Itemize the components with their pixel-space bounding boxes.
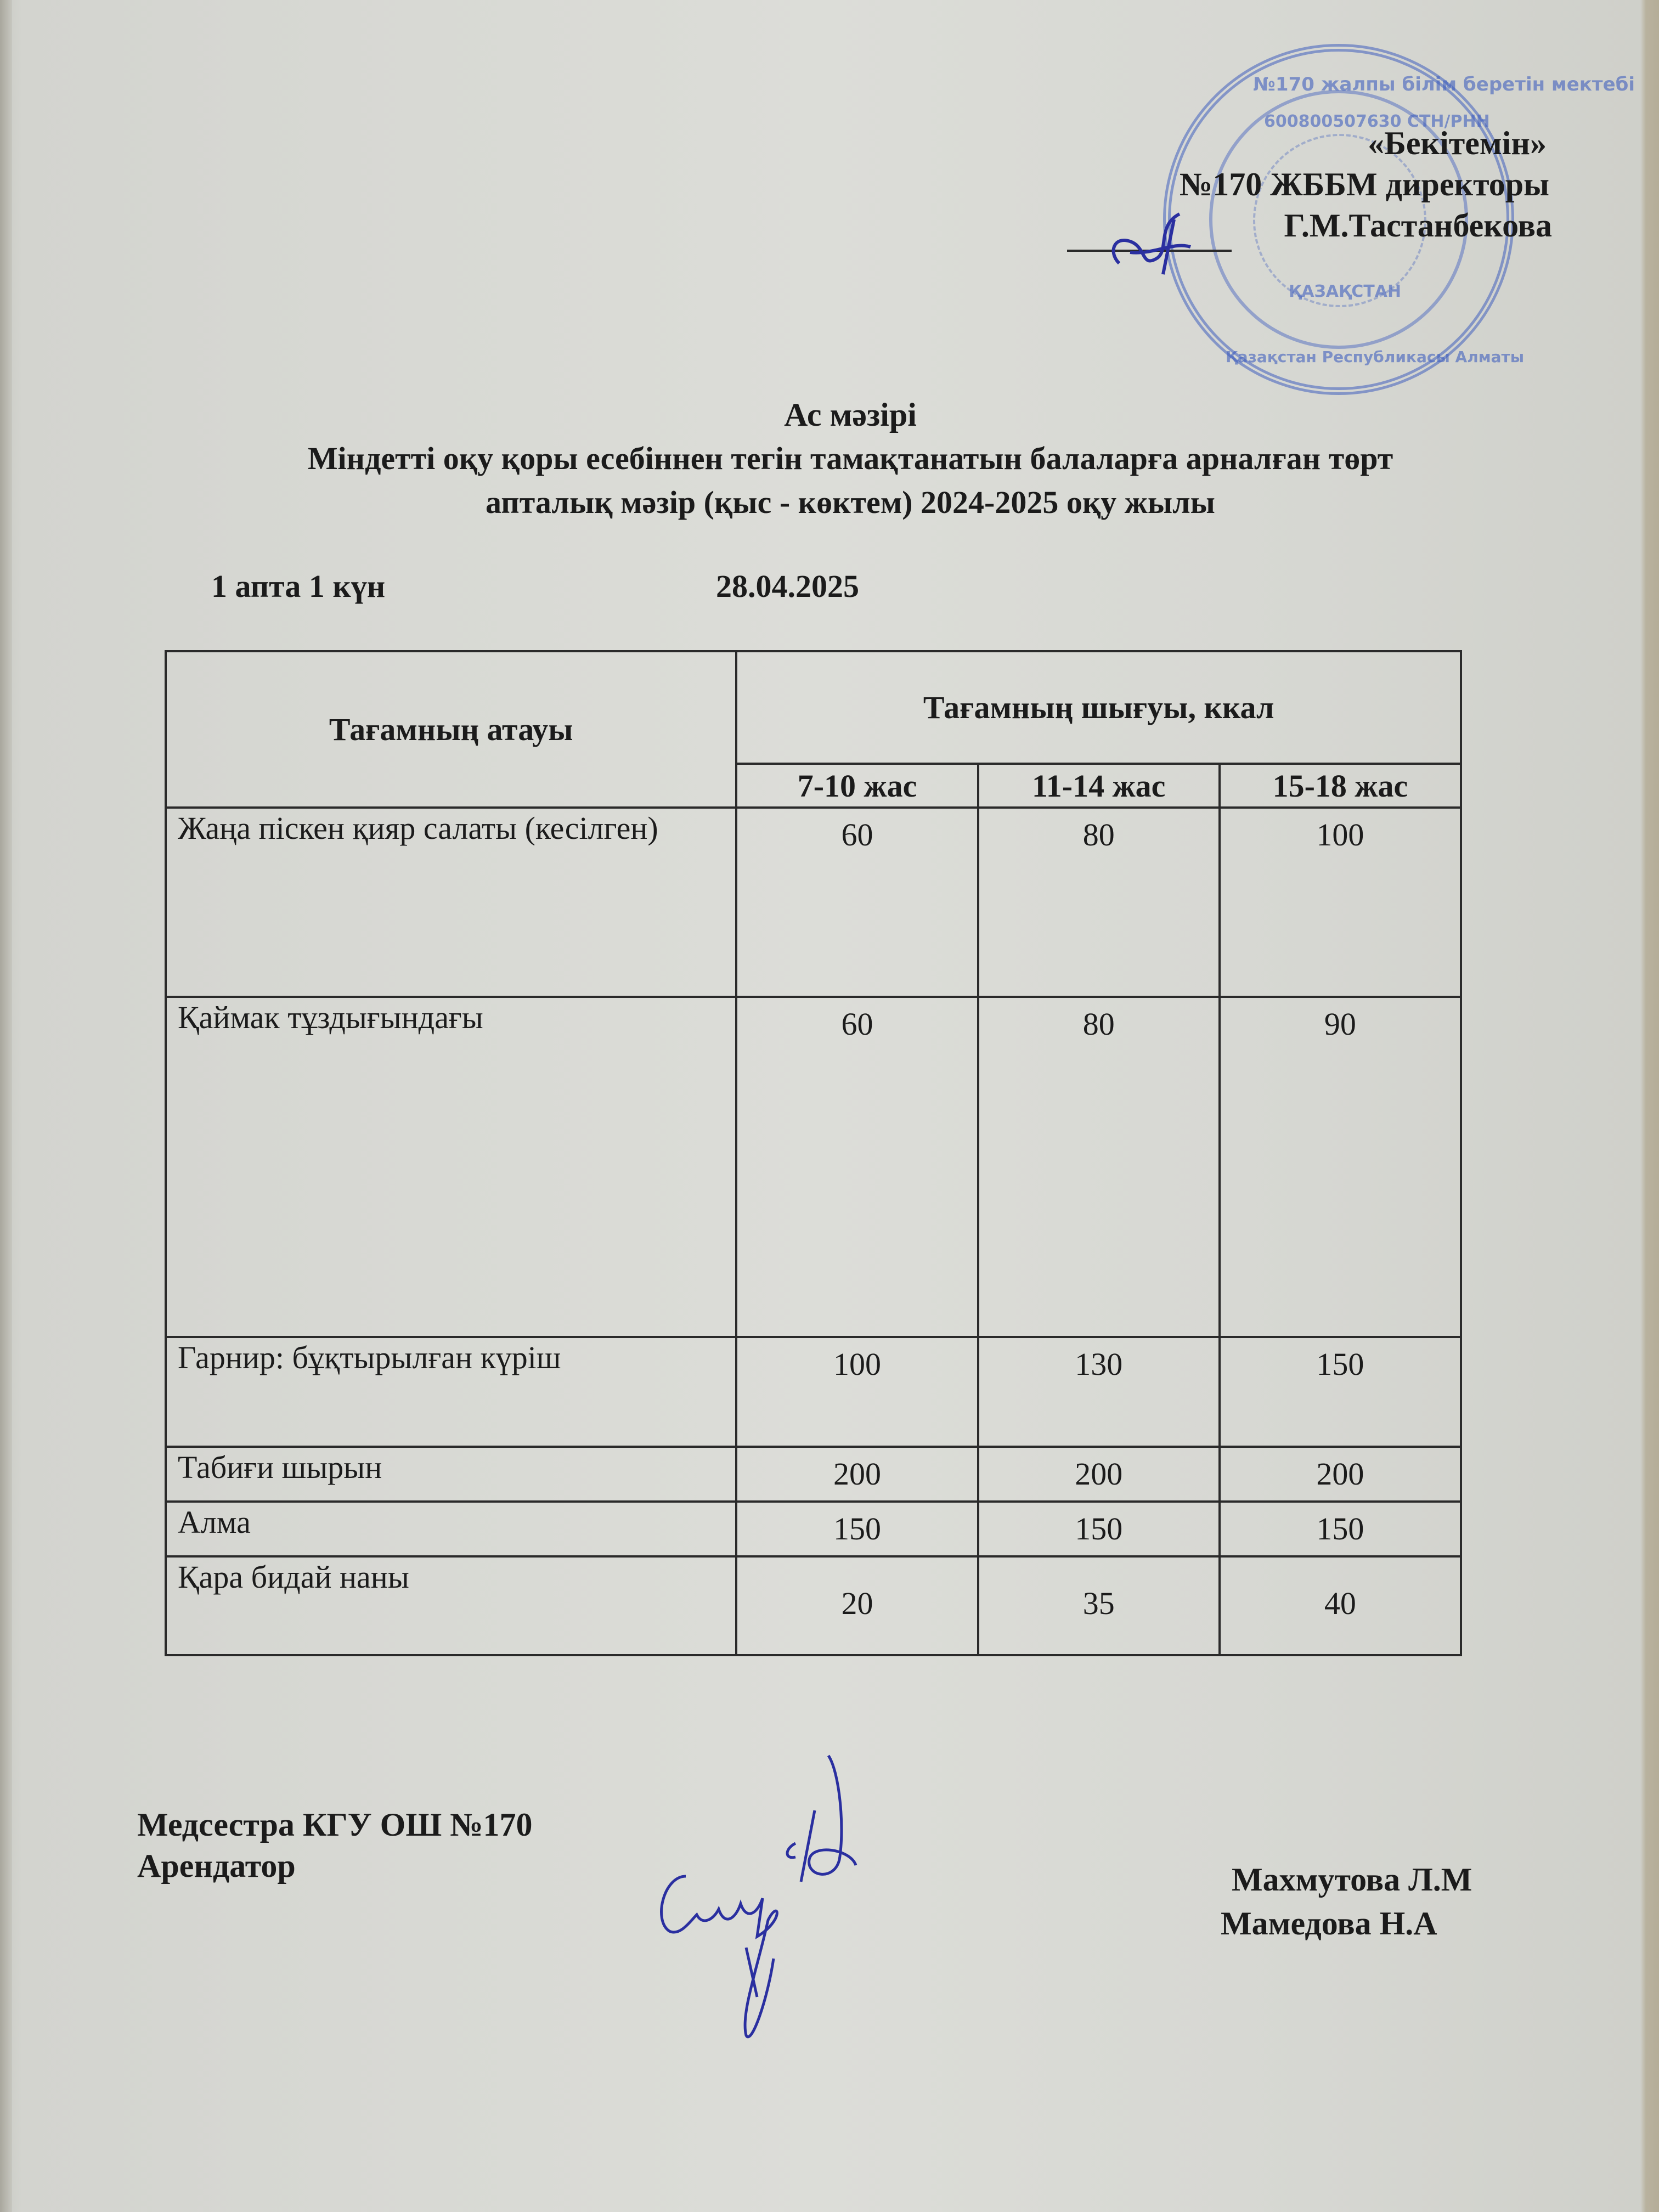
- table-row: [166, 1337, 1461, 1447]
- approval-title: «Бекітемін»: [1368, 125, 1547, 161]
- kcal-value: 150: [1220, 1337, 1461, 1447]
- kcal-value: 100: [736, 1337, 978, 1447]
- menu-table: [165, 650, 1462, 1656]
- kcal-value: 40: [1220, 1556, 1461, 1655]
- footer-name-nurse: Махмутова Л.М: [1232, 1861, 1472, 1898]
- table-row: [166, 1502, 1461, 1556]
- director-signature: [1097, 203, 1223, 280]
- menu-date: 28.04.2025: [716, 568, 859, 604]
- kcal-value: 150: [736, 1502, 978, 1556]
- kcal-value: 60: [736, 997, 978, 1337]
- kcal-value: 200: [978, 1447, 1220, 1502]
- table-row: [166, 1556, 1461, 1655]
- kcal-value: 200: [1220, 1447, 1461, 1502]
- document-subtitle-line1: Міндетті оқу қоры есебіннен тегін тамақтанатын балаларға арналған төрт: [307, 441, 1393, 476]
- table-header-row: [166, 651, 1461, 764]
- dish-name: Алма: [166, 1502, 736, 1556]
- kcal-value: 200: [736, 1447, 978, 1502]
- table-row: [166, 1447, 1461, 1502]
- dish-name: Табиғи шырын: [166, 1447, 736, 1502]
- kcal-value: 100: [1220, 808, 1461, 997]
- approval-name: Г.М.Тастанбекова: [1284, 207, 1552, 244]
- document-heading: Ас мәзірі: [784, 397, 917, 433]
- stamp-text-bottom: Қазақстан Республикасы Алматы: [1226, 348, 1525, 366]
- kcal-value: 80: [978, 808, 1220, 997]
- kcal-value: 60: [736, 808, 978, 997]
- stamp-text-inner: 600800507630 СТН/РНН: [1264, 112, 1490, 131]
- header-output-kcal: Тағамның шығуы, ккал: [736, 651, 1461, 764]
- table-row: [166, 808, 1461, 997]
- week-day-label: 1 апта 1 күн: [211, 568, 386, 604]
- header-age-group: 7-10 жас: [736, 764, 978, 808]
- table-row: [166, 997, 1461, 1337]
- footer-role-tenant: Арендатор: [137, 1848, 296, 1884]
- kcal-value: 130: [978, 1337, 1220, 1447]
- kcal-value: 80: [978, 997, 1220, 1337]
- dish-name: Қаймак тұздығындағы: [166, 997, 736, 1337]
- kcal-value: 150: [1220, 1502, 1461, 1556]
- kcal-value: 150: [978, 1502, 1220, 1556]
- footer-name-tenant: Мамедова Н.А: [1221, 1905, 1437, 1942]
- document-subtitle-line2: апталық мәзір (қыс - көктем) 2024-2025 оқу жылы: [486, 484, 1215, 520]
- footer-role-nurse: Медсестра КГУ ОШ №170: [137, 1807, 533, 1843]
- dish-name: Жаңа піскен қияр салаты (кесілген): [166, 808, 736, 997]
- paper-edge: [0, 0, 12, 2212]
- header-age-group: 15-18 жас: [1220, 764, 1461, 808]
- stamp-text-center: ҚАЗАҚСТАН: [1289, 282, 1402, 301]
- kcal-value: 20: [736, 1556, 978, 1655]
- header-dish-name: Тағамның атауы: [166, 651, 736, 808]
- stamp-text-top: №170 жалпы білім беретін мектебі: [1253, 74, 1635, 95]
- kcal-value: 35: [978, 1556, 1220, 1655]
- header-age-group: 11-14 жас: [978, 764, 1220, 808]
- dish-name: Қара бидай наны: [166, 1556, 736, 1655]
- approval-position: №170 ЖББМ директоры: [1180, 166, 1549, 202]
- kcal-value: 90: [1220, 997, 1461, 1337]
- footer-signatures: [620, 1739, 960, 2046]
- dish-name: Гарнир: бұқтырылған күріш: [166, 1337, 736, 1447]
